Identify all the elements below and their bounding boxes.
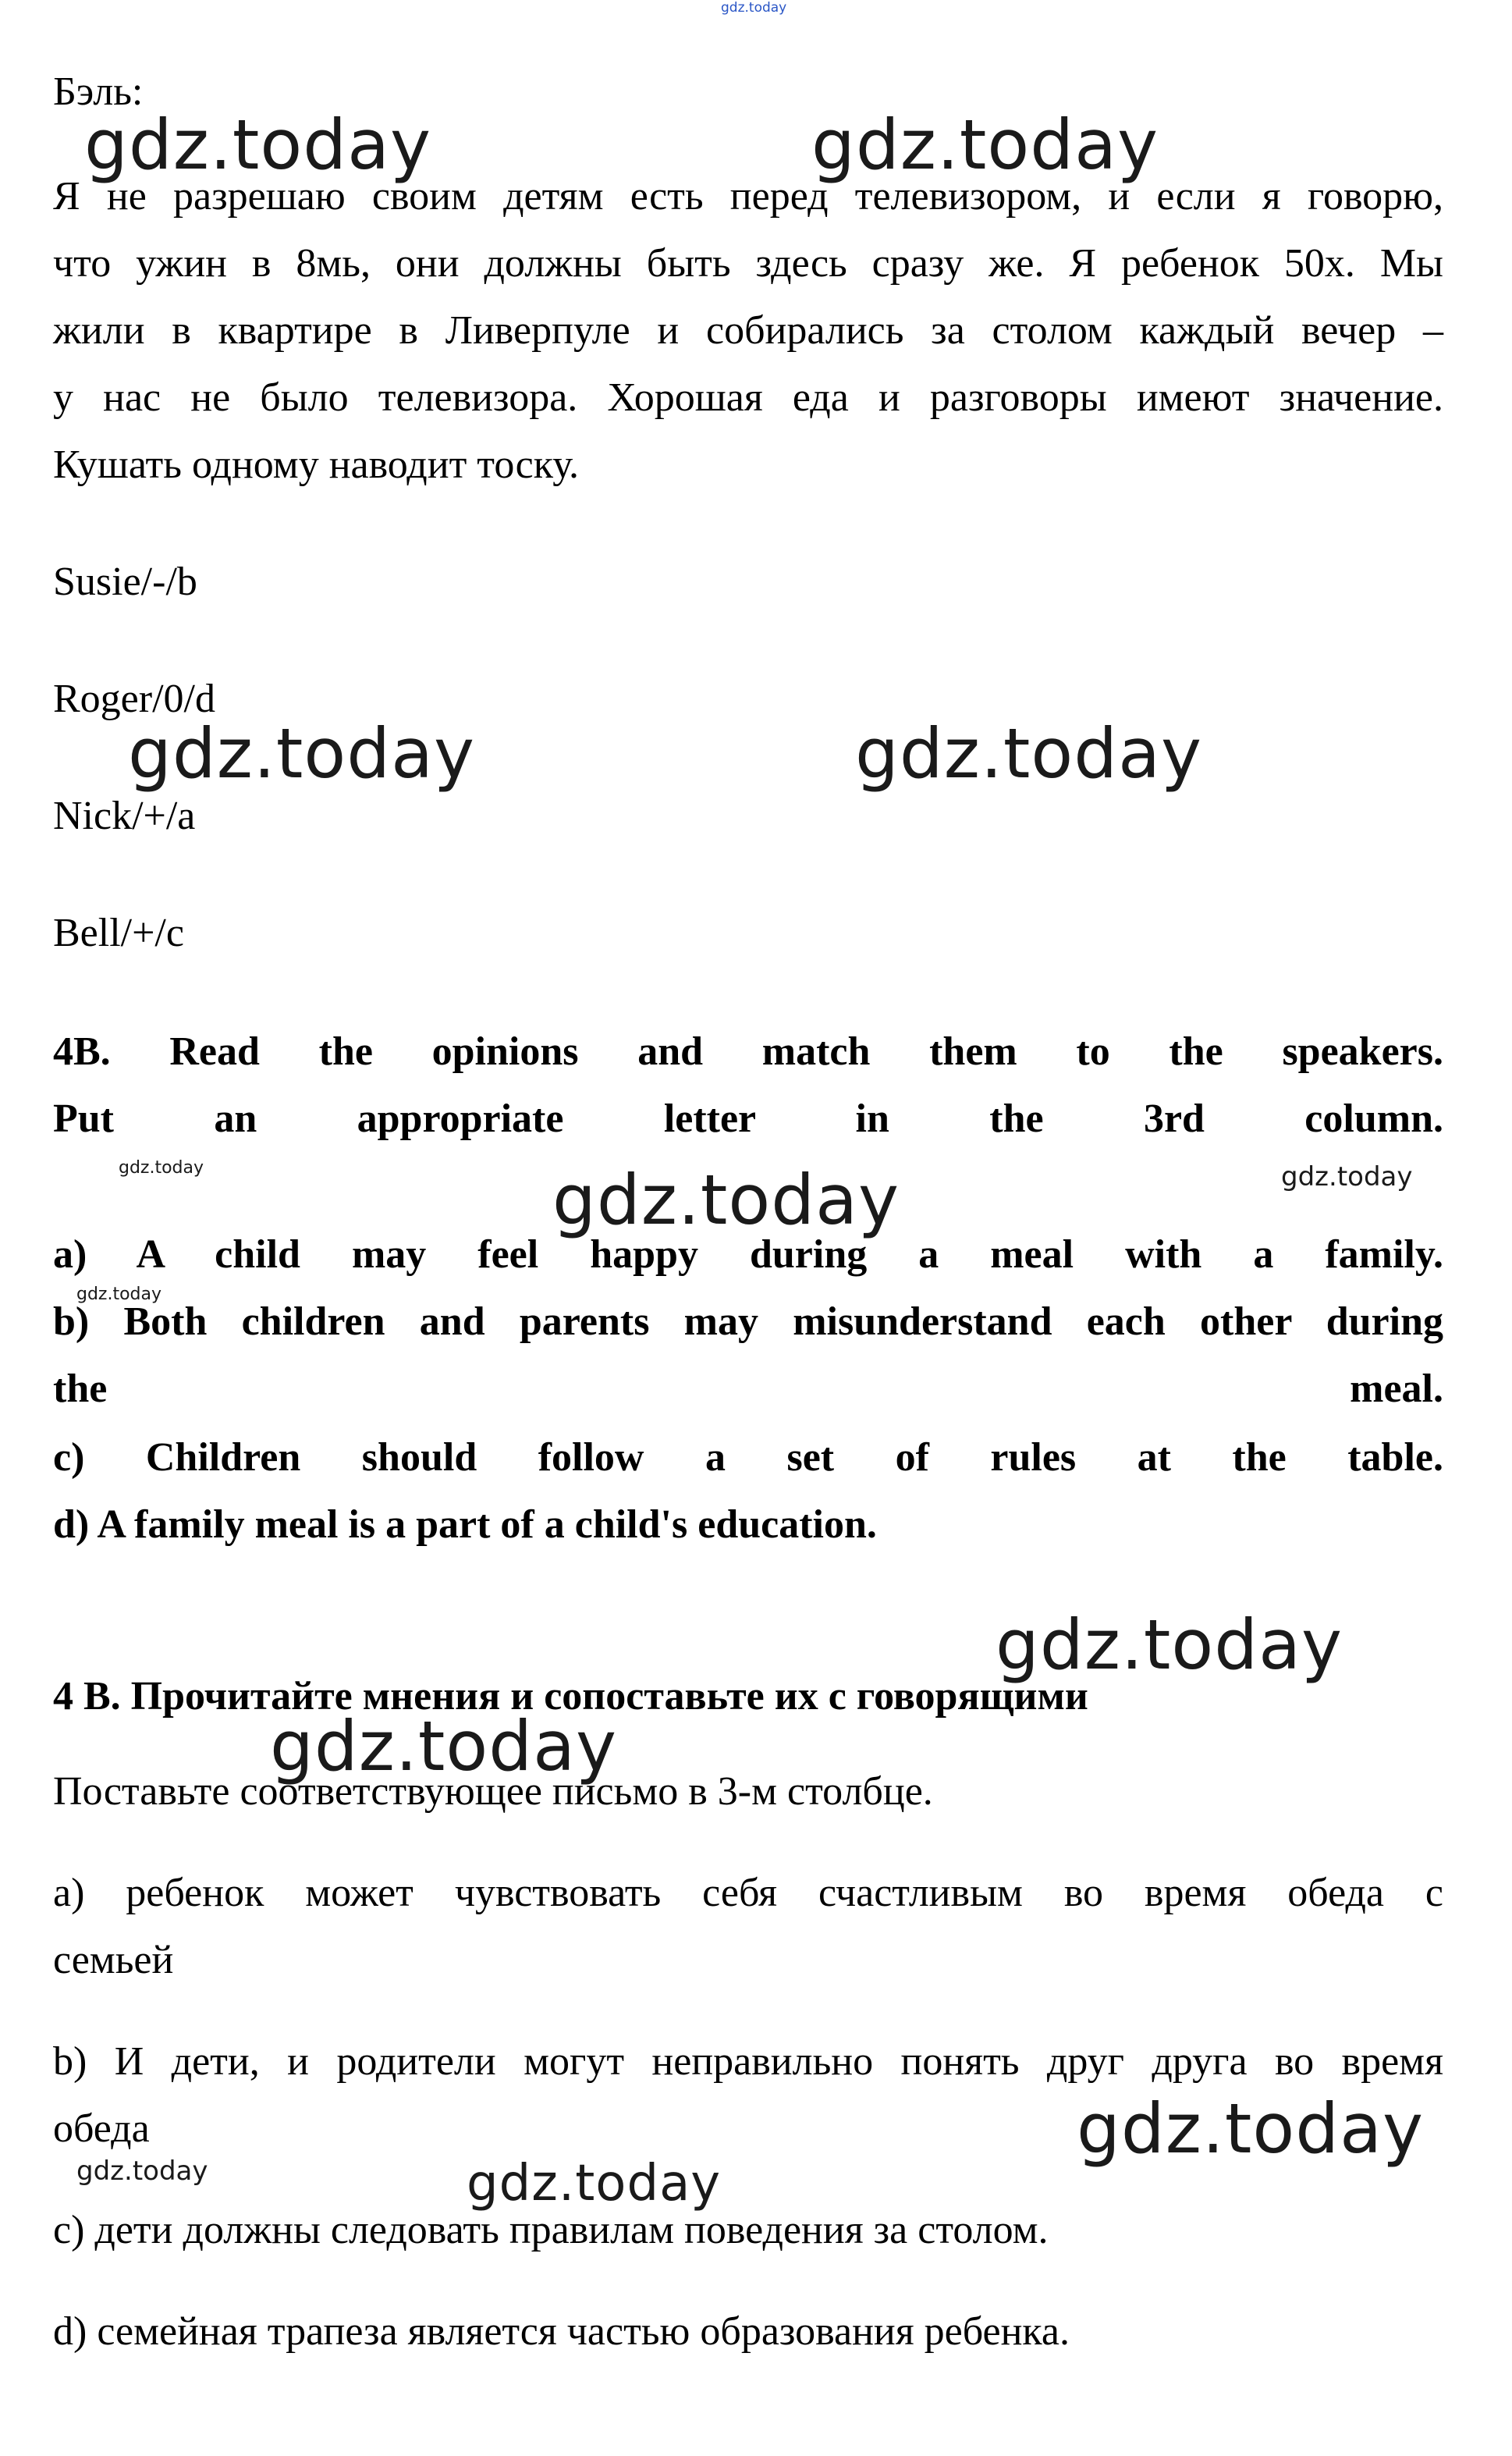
bell-heading: Бэль:: [53, 69, 144, 114]
header-watermark: gdz.today: [721, 0, 787, 16]
watermark: gdz.today: [855, 713, 1203, 794]
watermark: gdz.today: [1281, 1161, 1413, 1192]
answer-item: Roger/0/d: [53, 677, 215, 721]
watermark: gdz.today: [467, 2155, 722, 2213]
bell-text-line: у нас не было телевизора. Хорошая еда и разговоры имеют значение.: [53, 375, 1443, 420]
task-en-line: 4B. Read the opinions and match them to the speakers.: [53, 1029, 1443, 1074]
watermark: gdz.today: [76, 1285, 162, 1304]
bell-text-line: что ужин в 8мь, они должны быть здесь сразу же. Я ребенок 50х. Мы: [53, 241, 1443, 286]
watermark: gdz.today: [84, 105, 432, 185]
watermark: gdz.today: [270, 1706, 618, 1786]
task-en-option: a) A child may feel happy during a meal with a family.: [53, 1232, 1443, 1277]
bell-text-line: Кушать одному наводит тоску.: [53, 443, 580, 487]
task-ru-option: d) семейная трапеза является частью образования ребенка.: [53, 2309, 1070, 2354]
watermark: gdz.today: [811, 105, 1159, 185]
answer-item: Susie/-/b: [53, 560, 197, 604]
answer-item: Nick/+/a: [53, 794, 196, 838]
task-en-option: b) Both children and parents may misunderstand each other during: [53, 1299, 1443, 1344]
task-ru-option: обеда: [53, 2106, 150, 2151]
watermark: gdz.today: [1077, 2088, 1425, 2169]
watermark: gdz.today: [128, 713, 476, 794]
watermark: gdz.today: [996, 1605, 1343, 1685]
answer-item: Bell/+/c: [53, 911, 184, 955]
watermark: gdz.today: [76, 2156, 208, 2187]
task-en-option: the meal.: [53, 1367, 1443, 1411]
task-ru-option: с) дети должны следовать правилам поведения за столом.: [53, 2208, 1049, 2252]
watermark: gdz.today: [119, 1158, 204, 1178]
task-ru-heading: 4 В. Прочитайте мнения и сопоставьте их с говорящими: [53, 1674, 1088, 1718]
task-en-option: c) Children should follow a set of rules at the table.: [53, 1435, 1443, 1480]
task-ru-subheading: Поставьте соответствующее письмо в 3-м столбце.: [53, 1769, 933, 1814]
task-ru-option: семьей: [53, 1938, 174, 1982]
bell-text-line: жили в квартире в Ливерпуле и собирались за столом каждый вечер –: [53, 308, 1443, 353]
task-ru-option: b) И дети, и родители могут неправильно понять друг друга во время: [53, 2039, 1443, 2084]
watermark: gdz.today: [552, 1160, 900, 1240]
bell-text-line: Я не разрешаю своим детям есть перед телевизором, и если я говорю,: [53, 174, 1443, 219]
task-en-option: d) A family meal is a part of a child's education.: [53, 1502, 877, 1547]
task-ru-option: а) ребенок может чувствовать себя счастливым во время обеда с: [53, 1871, 1443, 1915]
task-en-line: Put an appropriate letter in the 3rd column.: [53, 1096, 1443, 1141]
